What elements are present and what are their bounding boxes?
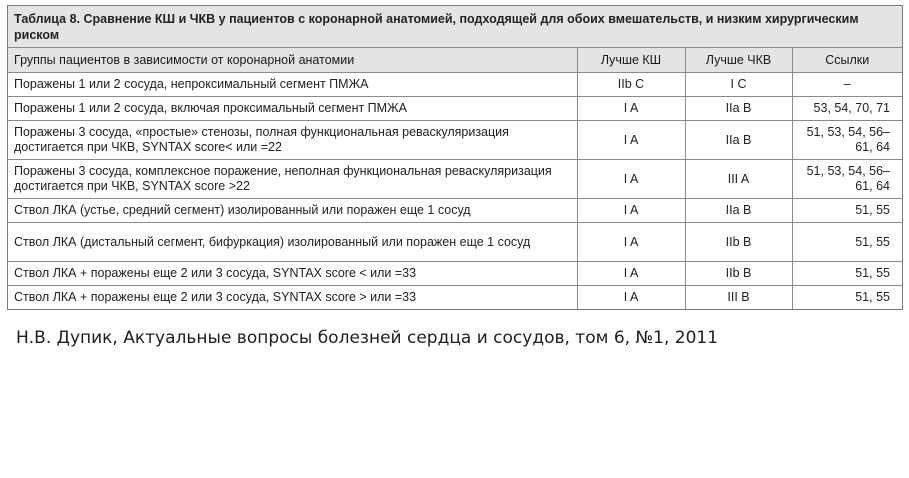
table-header (8, 48, 902, 73)
table-row (8, 262, 902, 286)
comparison-table (8, 48, 902, 309)
row-refs: 51, 55 (792, 262, 902, 286)
row-pci: IIb B (685, 262, 792, 286)
row-group: Поражены 1 или 2 сосуда, включая проксимальный сегмент ПМЖА (8, 97, 577, 121)
row-cabg: I A (577, 286, 685, 310)
row-pci: III A (685, 160, 792, 199)
comparison-table-container (7, 5, 903, 310)
row-group: Ствол ЛКА + поражены еще 2 или 3 сосуда, SYNTAX score < или =33 (8, 262, 577, 286)
row-cabg: I A (577, 199, 685, 223)
row-pci: IIa B (685, 199, 792, 223)
row-pci: IIb B (685, 223, 792, 262)
row-group: Поражены 3 сосуда, комплексное поражение, неполная функциональная реваскуляризация достигается при ЧКВ, SYNTAX score >22 (8, 160, 577, 199)
row-group: Поражены 3 сосуда, «простые» стенозы, полная функциональная реваскуляризация достигается при ЧКВ, SYNTAX score< или =22 (8, 121, 577, 160)
row-refs: 51, 55 (792, 223, 902, 262)
table-row (8, 160, 902, 199)
row-group: Поражены 1 или 2 сосуда, непроксимальный сегмент ПМЖА (8, 73, 577, 97)
table-body (8, 73, 902, 310)
row-refs: 53, 54, 70, 71 (792, 97, 902, 121)
row-refs: 51, 53, 54, 56–61, 64 (792, 160, 902, 199)
table-row (8, 199, 902, 223)
table-caption: Таблица 8. Сравнение КШ и ЧКВ у пациентов с коронарной анатомией, подходящей для обоих вмешательств, и низким хирургическим риском (8, 6, 902, 48)
header-references: Ссылки (792, 48, 902, 73)
row-pci: I C (685, 73, 792, 97)
row-group: Ствол ЛКА (устье, средний сегмент) изолированный или поражен еще 1 сосуд (8, 199, 577, 223)
row-refs: 51, 55 (792, 199, 902, 223)
header-group: Группы пациентов в зависимости от коронарной анатомии (8, 48, 577, 73)
row-refs: – (792, 73, 902, 97)
row-cabg: I A (577, 223, 685, 262)
row-pci: IIa B (685, 97, 792, 121)
table-row (8, 223, 902, 262)
table-row (8, 73, 902, 97)
table-row (8, 97, 902, 121)
row-cabg: IIb C (577, 73, 685, 97)
row-cabg: I A (577, 262, 685, 286)
header-pci-better: Лучше ЧКВ (685, 48, 792, 73)
row-refs: 51, 55 (855, 290, 890, 304)
row-pci: III B (685, 286, 792, 310)
row-refs: 51, 53, 54, 56–61, 64 (792, 121, 902, 160)
row-group: Ствол ЛКА + поражены еще 2 или 3 сосуда, SYNTAX score > или =33 (8, 286, 577, 310)
source-citation: Н.В. Дупик, Актуальные вопросы болезней сердца и сосудов, том 6, №1, 2011 (16, 328, 719, 348)
row-cabg: I A (577, 97, 685, 121)
header-row (8, 48, 902, 73)
row-cabg: I A (577, 160, 685, 199)
table-row (8, 121, 902, 160)
row-pci: IIa B (685, 121, 792, 160)
row-cabg: I A (577, 121, 685, 160)
header-cabg-better: Лучше КШ (577, 48, 685, 73)
table-row (8, 286, 902, 310)
row-group: Ствол ЛКА (дистальный сегмент, бифуркация) изолированный или поражен еще 1 сосуд (8, 223, 577, 262)
